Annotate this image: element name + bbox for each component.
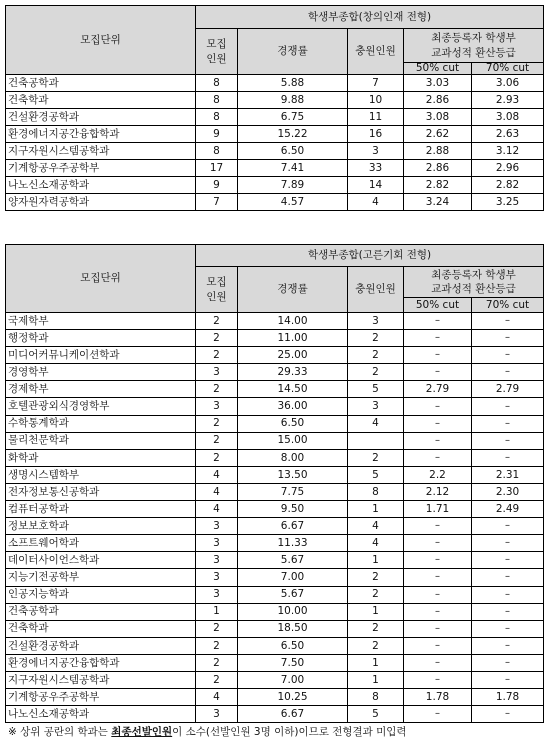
dept-name-cell: 나노신소재공학과 bbox=[6, 706, 196, 723]
dept-name-cell: 건축학과 bbox=[6, 92, 196, 109]
quota-cell: 4 bbox=[196, 466, 238, 483]
quota-header bbox=[196, 29, 238, 75]
grade-header bbox=[404, 267, 544, 298]
ratio-cell: 25.00 bbox=[238, 347, 348, 364]
dept-name-cell: 경영학부 bbox=[6, 364, 196, 381]
waitlist-cell: 8 bbox=[348, 689, 404, 706]
dept-name-cell: 환경에너지공간융합학과 bbox=[6, 126, 196, 143]
grade-header-text: 최종등록자 학생부 교과성적 환산등급 bbox=[431, 32, 516, 59]
cut50-cell: 2.82 bbox=[404, 177, 472, 194]
table-row bbox=[6, 364, 544, 381]
dept-name-cell: 행정학과 bbox=[6, 330, 196, 347]
ratio-cell: 6.67 bbox=[238, 518, 348, 535]
waitlist-cell: 2 bbox=[348, 586, 404, 603]
dept-name-cell: 물리천문학과 bbox=[6, 432, 196, 449]
ratio-header: 경쟁률 bbox=[238, 29, 348, 75]
ratio-cell: 7.50 bbox=[238, 654, 348, 671]
waitlist-cell: 3 bbox=[348, 143, 404, 160]
table-row bbox=[6, 706, 544, 723]
cut50-cell: 3.08 bbox=[404, 109, 472, 126]
dept-name-cell: 정보보호학과 bbox=[6, 518, 196, 535]
dept-name-cell: 건축공학과 bbox=[6, 603, 196, 620]
quota-cell: 3 bbox=[196, 569, 238, 586]
cut50-cell: – bbox=[404, 654, 472, 671]
cut50-cell: – bbox=[404, 518, 472, 535]
cut50-cell: – bbox=[404, 569, 472, 586]
cut70-cell: 3.12 bbox=[472, 143, 544, 160]
ratio-cell: 7.89 bbox=[238, 177, 348, 194]
quota-cell: 3 bbox=[196, 398, 238, 415]
quota-cell: 3 bbox=[196, 706, 238, 723]
cut50-cell: 3.24 bbox=[404, 194, 472, 211]
cut70-cell: – bbox=[472, 398, 544, 415]
table-row bbox=[6, 535, 544, 552]
cut50-cell: – bbox=[404, 535, 472, 552]
cut70-cell: – bbox=[472, 569, 544, 586]
quota-cell: 8 bbox=[196, 75, 238, 92]
cut70-cell: – bbox=[472, 552, 544, 569]
dept-name-cell: 호텔관광외식경영학부 bbox=[6, 398, 196, 415]
track-header: 학생부종합(창의인재 전형) bbox=[196, 6, 544, 29]
quota-cell: 17 bbox=[196, 160, 238, 177]
ratio-cell: 9.88 bbox=[238, 92, 348, 109]
waitlist-header: 충원인원 bbox=[348, 267, 404, 313]
dept-name-cell: 건축학과 bbox=[6, 620, 196, 637]
dept-name-cell: 데이터사이언스학과 bbox=[6, 552, 196, 569]
dept-name-cell: 지구자원시스템공학과 bbox=[6, 143, 196, 160]
ratio-cell: 5.67 bbox=[238, 552, 348, 569]
cut50-cell: – bbox=[404, 398, 472, 415]
table-row bbox=[6, 109, 544, 126]
dept-name-cell: 환경에너지공간융합학과 bbox=[6, 654, 196, 671]
cut70-cell: – bbox=[472, 330, 544, 347]
cut70-cell: – bbox=[472, 347, 544, 364]
quota-cell: 2 bbox=[196, 449, 238, 466]
waitlist-cell: 8 bbox=[348, 483, 404, 500]
table-row bbox=[6, 671, 544, 688]
waitlist-cell: 3 bbox=[348, 313, 404, 330]
cut50-cell: 2.86 bbox=[404, 92, 472, 109]
quota-cell: 2 bbox=[196, 432, 238, 449]
cut70-cell: 2.93 bbox=[472, 92, 544, 109]
cut70-cell: 2.79 bbox=[472, 381, 544, 398]
cut50-cell: – bbox=[404, 432, 472, 449]
ratio-cell: 6.75 bbox=[238, 109, 348, 126]
ratio-cell: 9.50 bbox=[238, 501, 348, 518]
cut70-cell: – bbox=[472, 313, 544, 330]
table-row bbox=[6, 432, 544, 449]
dept-name-cell: 건설환경공학과 bbox=[6, 637, 196, 654]
cut50-cell: 2.86 bbox=[404, 160, 472, 177]
quota-cell: 2 bbox=[196, 330, 238, 347]
dept-name-cell: 전자정보통신공학과 bbox=[6, 483, 196, 500]
quota-cell: 2 bbox=[196, 637, 238, 654]
grade-header bbox=[404, 29, 544, 63]
waitlist-cell: 10 bbox=[348, 92, 404, 109]
quota-cell: 2 bbox=[196, 313, 238, 330]
ratio-header: 경쟁률 bbox=[238, 267, 348, 313]
dept-name-cell: 기계항공우주공학부 bbox=[6, 689, 196, 706]
cut50-cell: – bbox=[404, 603, 472, 620]
waitlist-cell: 16 bbox=[348, 126, 404, 143]
table-row bbox=[6, 143, 544, 160]
cut70-cell: 3.08 bbox=[472, 109, 544, 126]
cut50-cell: 2.62 bbox=[404, 126, 472, 143]
cut50-cell: 3.03 bbox=[404, 75, 472, 92]
waitlist-cell: 2 bbox=[348, 569, 404, 586]
cut50-cell: – bbox=[404, 347, 472, 364]
waitlist-cell: 14 bbox=[348, 177, 404, 194]
table-row bbox=[6, 466, 544, 483]
ratio-cell: 6.50 bbox=[238, 415, 348, 432]
cut50-cell: – bbox=[404, 552, 472, 569]
cut70-cell: 2.96 bbox=[472, 160, 544, 177]
waitlist-cell: 2 bbox=[348, 347, 404, 364]
waitlist-cell: 3 bbox=[348, 398, 404, 415]
dept-name-cell: 건축공학과 bbox=[6, 75, 196, 92]
dept-name-cell: 국제학부 bbox=[6, 313, 196, 330]
cut70-cell: – bbox=[472, 603, 544, 620]
table-row bbox=[6, 381, 544, 398]
dept-name-cell: 건설환경공학과 bbox=[6, 109, 196, 126]
cut70-cell: 2.82 bbox=[472, 177, 544, 194]
ratio-cell: 6.50 bbox=[238, 143, 348, 160]
admission-table-creative bbox=[5, 5, 544, 211]
waitlist-cell: 4 bbox=[348, 415, 404, 432]
quota-cell: 9 bbox=[196, 126, 238, 143]
cut70-cell: – bbox=[472, 364, 544, 381]
cut70-cell: 2.49 bbox=[472, 501, 544, 518]
waitlist-header: 충원인원 bbox=[348, 29, 404, 75]
cut50-cell: 2.2 bbox=[404, 466, 472, 483]
ratio-cell: 10.00 bbox=[238, 603, 348, 620]
waitlist-cell: 1 bbox=[348, 603, 404, 620]
cut50-cell: – bbox=[404, 364, 472, 381]
grade-header-text: 최종등록자 학생부 교과성적 환산등급 bbox=[431, 268, 516, 295]
cut50-header: 50% cut bbox=[404, 63, 472, 75]
cut50-cell: – bbox=[404, 330, 472, 347]
cut50-cell: – bbox=[404, 637, 472, 654]
cut70-cell: 1.78 bbox=[472, 689, 544, 706]
waitlist-cell: 1 bbox=[348, 671, 404, 688]
cut70-cell: – bbox=[472, 671, 544, 688]
waitlist-cell: 4 bbox=[348, 535, 404, 552]
waitlist-cell: 4 bbox=[348, 518, 404, 535]
quota-header-text: 모집 인원 bbox=[206, 276, 227, 303]
cut70-cell: – bbox=[472, 432, 544, 449]
table-row bbox=[6, 586, 544, 603]
ratio-cell: 11.33 bbox=[238, 535, 348, 552]
ratio-cell: 18.50 bbox=[238, 620, 348, 637]
table-row bbox=[6, 313, 544, 330]
ratio-cell: 11.00 bbox=[238, 330, 348, 347]
table-row bbox=[6, 194, 544, 211]
table-row bbox=[6, 75, 544, 92]
waitlist-cell: 1 bbox=[348, 501, 404, 518]
cut50-cell: – bbox=[404, 313, 472, 330]
ratio-cell: 14.50 bbox=[238, 381, 348, 398]
cut50-cell: – bbox=[404, 620, 472, 637]
cut70-cell: – bbox=[472, 706, 544, 723]
footnote-prefix: ※ 상위 공란의 학과는 bbox=[8, 726, 112, 738]
dept-name-cell: 양자원자력공학과 bbox=[6, 194, 196, 211]
waitlist-cell: 2 bbox=[348, 620, 404, 637]
quota-cell: 8 bbox=[196, 143, 238, 160]
track-header: 학생부종합(고른기회 전형) bbox=[196, 245, 544, 267]
quota-cell: 2 bbox=[196, 415, 238, 432]
unit-header: 모집단위 bbox=[6, 6, 196, 75]
ratio-cell: 10.25 bbox=[238, 689, 348, 706]
dept-name-cell: 기계항공우주공학부 bbox=[6, 160, 196, 177]
quota-cell: 3 bbox=[196, 586, 238, 603]
dept-name-cell: 인공지능학과 bbox=[6, 586, 196, 603]
dept-name-cell: 수학통계학과 bbox=[6, 415, 196, 432]
waitlist-cell: 1 bbox=[348, 552, 404, 569]
cut70-cell: – bbox=[472, 535, 544, 552]
table-row bbox=[6, 398, 544, 415]
quota-cell: 2 bbox=[196, 381, 238, 398]
dept-name-cell: 지능기전공학부 bbox=[6, 569, 196, 586]
table-row bbox=[6, 654, 544, 671]
ratio-cell: 13.50 bbox=[238, 466, 348, 483]
cut70-cell: – bbox=[472, 449, 544, 466]
waitlist-cell: 11 bbox=[348, 109, 404, 126]
cut50-cell: – bbox=[404, 671, 472, 688]
cut70-header: 70% cut bbox=[472, 63, 544, 75]
cut50-cell: – bbox=[404, 449, 472, 466]
table-row bbox=[6, 92, 544, 109]
ratio-cell: 4.57 bbox=[238, 194, 348, 211]
quota-cell: 3 bbox=[196, 364, 238, 381]
dept-name-cell: 컴퓨터공학과 bbox=[6, 501, 196, 518]
quota-cell: 1 bbox=[196, 603, 238, 620]
table-row bbox=[6, 552, 544, 569]
cut70-cell: – bbox=[472, 586, 544, 603]
cut70-cell: 2.31 bbox=[472, 466, 544, 483]
quota-cell: 3 bbox=[196, 535, 238, 552]
cut50-cell: 2.12 bbox=[404, 483, 472, 500]
waitlist-cell: 5 bbox=[348, 466, 404, 483]
table-row bbox=[6, 518, 544, 535]
dept-name-cell: 지구자원시스템공학과 bbox=[6, 671, 196, 688]
waitlist-cell: 2 bbox=[348, 364, 404, 381]
table-row bbox=[6, 501, 544, 518]
footnote bbox=[8, 724, 543, 739]
cut50-cell: 1.71 bbox=[404, 501, 472, 518]
cut50-header: 50% cut bbox=[404, 298, 472, 313]
quota-cell: 9 bbox=[196, 177, 238, 194]
waitlist-cell: 4 bbox=[348, 194, 404, 211]
cut70-cell: 2.63 bbox=[472, 126, 544, 143]
table-row bbox=[6, 689, 544, 706]
waitlist-cell: 2 bbox=[348, 449, 404, 466]
cut70-header: 70% cut bbox=[472, 298, 544, 313]
waitlist-cell: 7 bbox=[348, 75, 404, 92]
unit-header: 모집단위 bbox=[6, 245, 196, 313]
quota-cell: 8 bbox=[196, 109, 238, 126]
table-row bbox=[6, 603, 544, 620]
ratio-cell: 15.22 bbox=[238, 126, 348, 143]
cut50-cell: 2.79 bbox=[404, 381, 472, 398]
admission-table-equal-opportunity bbox=[5, 244, 544, 723]
ratio-cell: 15.00 bbox=[238, 432, 348, 449]
table-row bbox=[6, 126, 544, 143]
cut50-cell: 2.88 bbox=[404, 143, 472, 160]
table-row bbox=[6, 330, 544, 347]
quota-cell: 2 bbox=[196, 347, 238, 364]
footnote-emphasis: 최종선발인원 bbox=[111, 726, 173, 738]
quota-cell: 4 bbox=[196, 689, 238, 706]
dept-name-cell: 소프트웨어학과 bbox=[6, 535, 196, 552]
ratio-cell: 7.41 bbox=[238, 160, 348, 177]
quota-cell: 2 bbox=[196, 671, 238, 688]
cut50-cell: – bbox=[404, 706, 472, 723]
table-row bbox=[6, 620, 544, 637]
ratio-cell: 7.75 bbox=[238, 483, 348, 500]
footnote-suffix: 이 소수(선발인원 3명 이하)이므로 전형결과 미입력 bbox=[172, 726, 407, 738]
waitlist-cell: 2 bbox=[348, 330, 404, 347]
waitlist-cell: 33 bbox=[348, 160, 404, 177]
cut70-cell: 3.25 bbox=[472, 194, 544, 211]
ratio-cell: 29.33 bbox=[238, 364, 348, 381]
waitlist-cell: 2 bbox=[348, 637, 404, 654]
cut50-cell: – bbox=[404, 586, 472, 603]
cut70-cell: – bbox=[472, 654, 544, 671]
dept-name-cell: 나노신소재공학과 bbox=[6, 177, 196, 194]
ratio-cell: 5.67 bbox=[238, 586, 348, 603]
waitlist-cell bbox=[348, 432, 404, 449]
table-row bbox=[6, 483, 544, 500]
quota-cell: 8 bbox=[196, 92, 238, 109]
ratio-cell: 36.00 bbox=[238, 398, 348, 415]
quota-cell: 3 bbox=[196, 552, 238, 569]
cut70-cell: – bbox=[472, 620, 544, 637]
waitlist-cell: 1 bbox=[348, 654, 404, 671]
ratio-cell: 6.67 bbox=[238, 706, 348, 723]
waitlist-cell: 5 bbox=[348, 706, 404, 723]
cut50-cell: – bbox=[404, 415, 472, 432]
dept-name-cell: 경제학부 bbox=[6, 381, 196, 398]
quota-cell: 3 bbox=[196, 518, 238, 535]
dept-name-cell: 화학과 bbox=[6, 449, 196, 466]
cut70-cell: 3.06 bbox=[472, 75, 544, 92]
cut70-cell: – bbox=[472, 637, 544, 654]
quota-header-text: 모집 인원 bbox=[206, 38, 227, 65]
table-row bbox=[6, 347, 544, 364]
quota-cell: 4 bbox=[196, 483, 238, 500]
ratio-cell: 5.88 bbox=[238, 75, 348, 92]
ratio-cell: 6.50 bbox=[238, 637, 348, 654]
table-row bbox=[6, 637, 544, 654]
quota-cell: 2 bbox=[196, 654, 238, 671]
quota-cell: 7 bbox=[196, 194, 238, 211]
dept-name-cell: 미디어커뮤니케이션학과 bbox=[6, 347, 196, 364]
ratio-cell: 7.00 bbox=[238, 569, 348, 586]
table-row bbox=[6, 160, 544, 177]
ratio-cell: 8.00 bbox=[238, 449, 348, 466]
quota-cell: 4 bbox=[196, 501, 238, 518]
table-row bbox=[6, 449, 544, 466]
table-row bbox=[6, 569, 544, 586]
table-row bbox=[6, 415, 544, 432]
ratio-cell: 14.00 bbox=[238, 313, 348, 330]
quota-cell: 2 bbox=[196, 620, 238, 637]
table-row bbox=[6, 177, 544, 194]
cut50-cell: 1.78 bbox=[404, 689, 472, 706]
cut70-cell: – bbox=[472, 415, 544, 432]
dept-name-cell: 생명시스템학부 bbox=[6, 466, 196, 483]
waitlist-cell: 5 bbox=[348, 381, 404, 398]
quota-header bbox=[196, 267, 238, 313]
cut70-cell: 2.30 bbox=[472, 483, 544, 500]
ratio-cell: 7.00 bbox=[238, 671, 348, 688]
cut70-cell: – bbox=[472, 518, 544, 535]
